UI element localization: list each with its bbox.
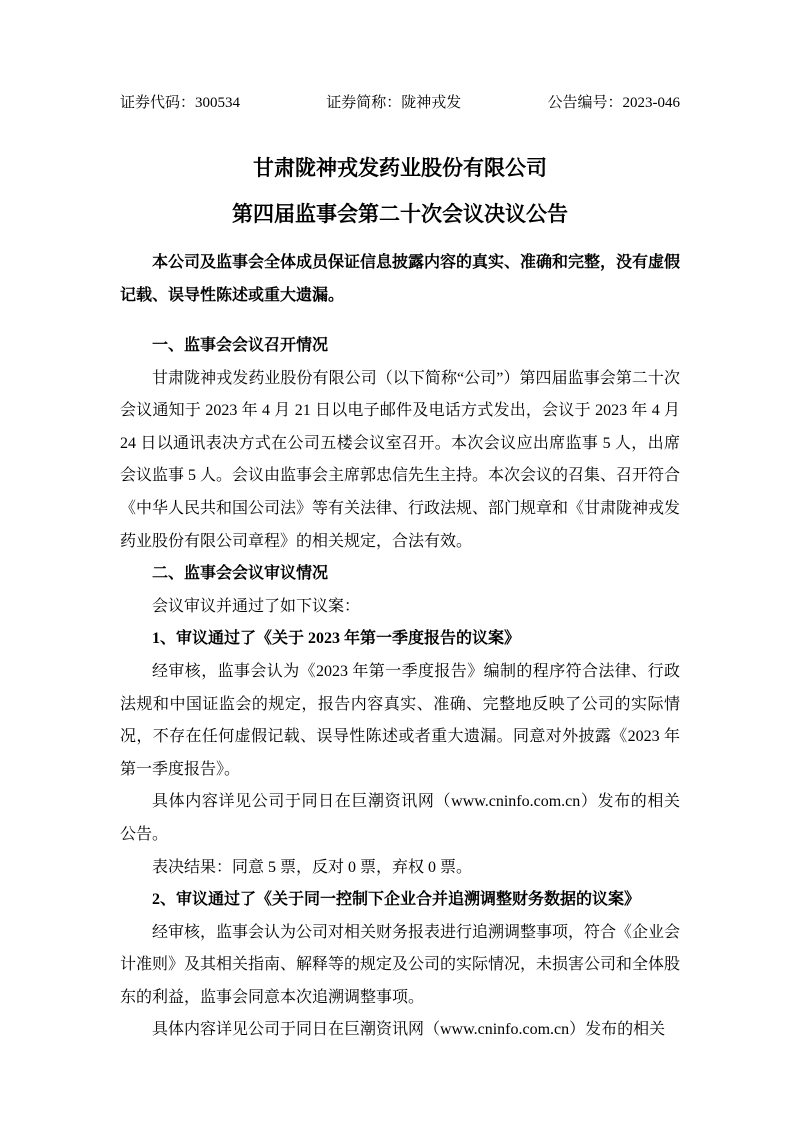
section-heading-meeting-review: 二、监事会会议审议情况 [152,565,329,583]
meeting-resolution-title: 第四届监事会第二十次会议决议公告 [232,202,568,226]
company-name-title: 甘肃陇神戎发药业股份有限公司 [253,156,547,180]
section-heading-meeting-convening: 一、监事会会议召开情况 [152,337,329,354]
paragraph-meeting-convening-details: 甘肃陇神戎发药业股份有限公司（以下简称“公司”）第四届监事会第二十次会议通知于 2023 年 4 月 21 日以电子邮件及电话方式发出，会议于 2023 年 4 月 24 日以通讯表决方式在公司五楼会议室召开。本次会议应出席监事 5 人，出席会议监事 5 人。会议由监事会主席郭忠信先生主持。本次会议的召集、召开符合《中华人民共和国公司法》等有关法律、行政法规、部门规章和《甘肃陇神戎发药业股份有限公司章程》的相关规定，合法有效。 [120,369,681,550]
stock-code: 证券代码：300534 [120,95,241,111]
stock-name: 证券简称：陇神戎发 [326,95,462,111]
document-title [120,145,680,237]
proposal-1-reference: 具体内容详见公司于同日在巨潮资讯网（www.cninfo.com.cn）发布的相关公告。 [120,793,680,843]
truthfulness-disclaimer: 本公司及监事会全体成员保证信息披露内容的真实、准确和完整，没有虚假记载、误导性陈述或重大遗漏。 [120,254,681,304]
announcement-number: 公告编号：2023-046 [547,95,680,111]
document-header-row [120,93,680,113]
proposal-2-opinion: 经审核，监事会认为公司对相关财务报表进行追溯调整事项，符合《企业会计准则》及其相关指南、解释等的规定及公司的实际情况，未损害公司和全体股东的利益，监事会同意本次追溯调整事项。 [120,923,681,1006]
document-body [120,330,680,1047]
proposal-1-heading: 1、审议通过了《关于 2023 年第一季度报告的议案》 [152,630,521,648]
proposal-1-opinion: 经审核，监事会认为《2023 年第一季度报告》编制的程序符合法律、行政法规和中国证监会的规定，报告内容真实、准确、完整地反映了公司的实际情况，不存在任何虚假记载、误导性陈述或者重大遗漏。同意对外披露《2023 年第一季度报告》。 [120,662,680,778]
proposal-2-reference: 具体内容详见公司于同日在巨潮资讯网（www.cninfo.com.cn）发布的相关 [152,1021,666,1039]
proposal-1-vote-result: 表决结果：同意 5 票，反对 0 票，弃权 0 票。 [152,858,473,876]
paragraph-review-intro: 会议审议并通过了如下议案： [152,597,361,615]
proposal-2-heading: 2、审议通过了《关于同一控制下企业合并追溯调整财务数据的议案》 [152,891,641,909]
